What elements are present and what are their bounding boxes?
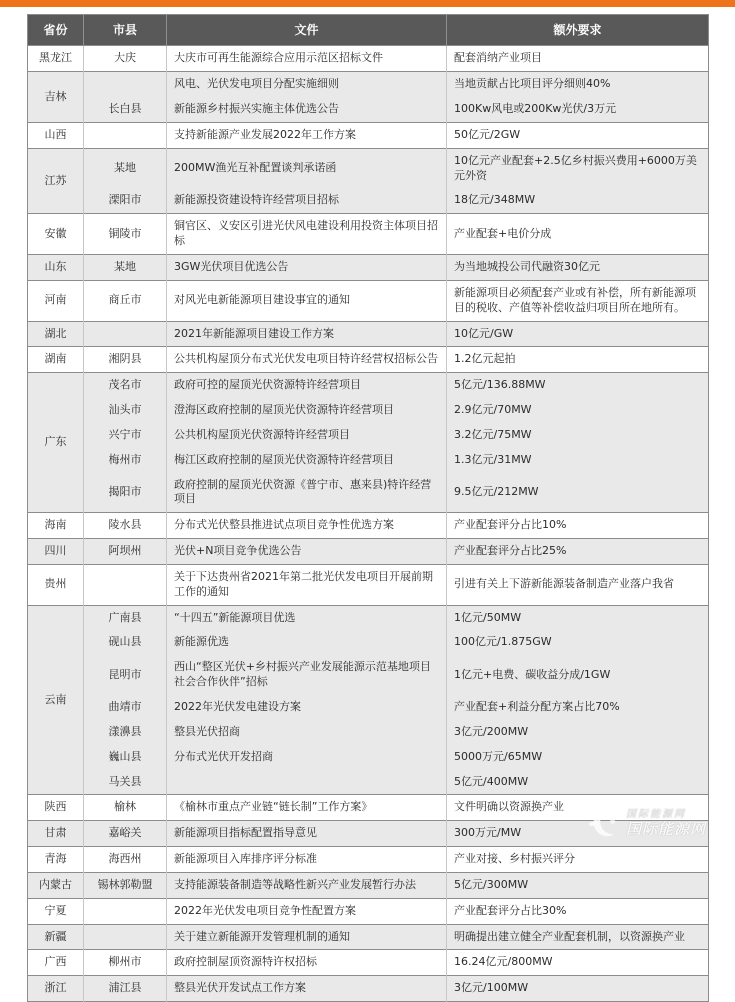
table-row xyxy=(28,373,709,398)
province-cell: 山东 xyxy=(44,259,67,273)
province-group xyxy=(28,46,709,72)
document-cell: 2022年光伏发电建设方案 xyxy=(167,695,447,720)
city-cell: 榆林 xyxy=(84,795,167,821)
extra-requirement-cell: 当地贡献占比项目评分细则40% xyxy=(447,72,709,97)
province-cell: 安徽 xyxy=(44,226,67,240)
city-cell: 漾濞县 xyxy=(84,720,167,745)
extra-requirement-cell: 3亿元/100MW xyxy=(447,976,709,1002)
document-cell: 新能源乡村振兴实施主体优选公告 xyxy=(167,97,447,122)
extra-requirement-cell: 明确提出建立健全产业配套机制，以资源换产业 xyxy=(447,924,709,950)
table-row xyxy=(28,188,709,213)
extra-requirement-cell: 3.2亿元/75MW xyxy=(447,423,709,448)
table-row xyxy=(28,72,709,97)
document-cell xyxy=(167,770,447,795)
province-cell: 内蒙古 xyxy=(39,877,72,891)
city-cell: 巍山县 xyxy=(84,745,167,770)
city-cell: 海西州 xyxy=(84,847,167,873)
extra-requirement-cell: 1.3亿元/31MW xyxy=(447,448,709,473)
city-cell xyxy=(84,924,167,950)
document-cell: 风电、光伏发电项目分配实施细则 xyxy=(167,72,447,97)
province-group xyxy=(28,847,709,873)
province-group xyxy=(28,214,709,255)
province-group xyxy=(28,148,709,214)
city-cell: 汕头市 xyxy=(84,398,167,423)
city-cell xyxy=(84,122,167,148)
document-cell: 新能源项目入库排序评分标准 xyxy=(167,847,447,873)
document-cell: 关于建立新能源开发管理机制的通知 xyxy=(167,924,447,950)
extra-requirement-cell: 产业配套+电价分成 xyxy=(447,214,709,255)
table-row xyxy=(28,148,709,188)
document-cell: 整县光伏招商 xyxy=(167,720,447,745)
province-group xyxy=(28,321,709,347)
extra-requirement-cell: 文件明确以资源换产业 xyxy=(447,795,709,821)
table-row xyxy=(28,539,709,565)
table-row xyxy=(28,950,709,976)
table-row xyxy=(28,423,709,448)
city-cell: 茂名市 xyxy=(84,373,167,398)
extra-requirement-cell: 产业配套评分占比10% xyxy=(447,513,709,539)
extra-requirement-cell: 引进有关上下游新能源装备制造产业落户我省 xyxy=(447,564,709,605)
province-group xyxy=(28,347,709,373)
province-group xyxy=(28,795,709,821)
table-row xyxy=(28,821,709,847)
policy-table xyxy=(27,14,709,1002)
document-cell: 澄海区政府控制的屋顶光伏资源特许经营项目 xyxy=(167,398,447,423)
city-cell: 兴宁市 xyxy=(84,423,167,448)
extra-requirement-cell: 产业对接、乡村振兴评分 xyxy=(447,847,709,873)
table-row xyxy=(28,770,709,795)
province-cell: 广西 xyxy=(44,955,67,969)
table-row xyxy=(28,745,709,770)
province-group xyxy=(28,539,709,565)
table-row xyxy=(28,97,709,122)
city-cell xyxy=(84,321,167,347)
extra-requirement-cell: 产业配套+利益分配方案占比70% xyxy=(447,695,709,720)
city-cell: 马关县 xyxy=(84,770,167,795)
document-cell: 新能源项目指标配置指导意见 xyxy=(167,821,447,847)
header-extra-requirement: 额外要求 xyxy=(447,15,709,46)
table-row xyxy=(28,46,709,72)
document-cell: 政府可控的屋顶光伏资源特许经营项目 xyxy=(167,373,447,398)
document-cell: 3GW光伏项目优选公告 xyxy=(167,254,447,280)
table-row xyxy=(28,976,709,1002)
document-cell: 大庆市可再生能源综合应用示范区招标文件 xyxy=(167,46,447,72)
province-group xyxy=(28,605,709,795)
city-cell: 某地 xyxy=(84,148,167,188)
province-cell: 广东 xyxy=(44,435,67,449)
city-cell: 砚山县 xyxy=(84,630,167,655)
document-cell: 整县光伏开发试点工作方案 xyxy=(167,976,447,1002)
document-cell: “十四五”新能源项目优选 xyxy=(167,605,447,630)
document-cell: 西山“整区光伏+乡村振兴产业发展能源示范基地项目社会合作伙伴”招标 xyxy=(167,655,447,695)
watermark-text-faint: 国际能源网 xyxy=(626,808,686,820)
extra-requirement-cell: 100亿元/1.875GW xyxy=(447,630,709,655)
extra-requirement-cell: 5亿元/300MW xyxy=(447,872,709,898)
province-cell: 江苏 xyxy=(44,173,67,187)
extra-requirement-cell: 100Kw风电或200Kw光伏/3万元 xyxy=(447,97,709,122)
document-cell: 政府控制的屋顶光伏资源《普宁市、惠来县)特许经营项目 xyxy=(167,473,447,513)
province-group xyxy=(28,950,709,976)
province-group xyxy=(28,122,709,148)
extra-requirement-cell: 300万元/MW xyxy=(447,821,709,847)
province-group xyxy=(28,373,709,513)
table-row xyxy=(28,564,709,605)
city-cell: 曲靖市 xyxy=(84,695,167,720)
table-row xyxy=(28,630,709,655)
province-group xyxy=(28,924,709,950)
table-row xyxy=(28,398,709,423)
extra-requirement-cell: 2.9亿元/70MW xyxy=(447,398,709,423)
city-cell: 柳州市 xyxy=(84,950,167,976)
province-cell: 湖南 xyxy=(44,352,67,366)
province-group xyxy=(28,898,709,924)
table-row xyxy=(28,214,709,255)
table-row xyxy=(28,473,709,513)
document-cell: 新能源投资建设特许经营项目招标 xyxy=(167,188,447,213)
header-city: 市县 xyxy=(84,15,167,46)
city-cell: 长白县 xyxy=(84,97,167,122)
province-cell: 山西 xyxy=(44,127,67,141)
city-cell: 梅州市 xyxy=(84,448,167,473)
province-cell: 云南 xyxy=(44,692,67,706)
document-cell: 光伏+N项目竞争优选公告 xyxy=(167,539,447,565)
city-cell: 商丘市 xyxy=(84,280,167,321)
top-accent-bar xyxy=(0,0,735,7)
table-row xyxy=(28,872,709,898)
table-row xyxy=(28,720,709,745)
city-cell: 昆明市 xyxy=(84,655,167,695)
province-group xyxy=(28,280,709,321)
city-cell: 大庆 xyxy=(84,46,167,72)
city-cell: 广南县 xyxy=(84,605,167,630)
document-cell: 2021年新能源项目建设工作方案 xyxy=(167,321,447,347)
watermark-text-main: 国际能源网 xyxy=(626,819,707,838)
province-group xyxy=(28,821,709,847)
document-cell: 支持新能源产业发展2022年工作方案 xyxy=(167,122,447,148)
table-row xyxy=(28,605,709,630)
extra-requirement-cell: 3亿元/200MW xyxy=(447,720,709,745)
document-cell: 对风光电新能源项目建设事宜的通知 xyxy=(167,280,447,321)
city-cell: 铜陵市 xyxy=(84,214,167,255)
province-cell: 四川 xyxy=(44,544,67,558)
table-row xyxy=(28,321,709,347)
city-cell: 揭阳市 xyxy=(84,473,167,513)
table-row xyxy=(28,924,709,950)
extra-requirement-cell: 产业配套评分占比30% xyxy=(447,898,709,924)
table-row xyxy=(28,898,709,924)
province-cell: 海南 xyxy=(44,518,67,532)
city-cell: 嘉峪关 xyxy=(84,821,167,847)
extra-requirement-cell: 配套消纳产业项目 xyxy=(447,46,709,72)
header-province: 省份 xyxy=(28,15,84,46)
document-cell: 公共机构屋顶光伏资源特许经营项目 xyxy=(167,423,447,448)
province-group xyxy=(28,564,709,605)
document-cell: 分布式光伏整县推进试点项目竞争性优选方案 xyxy=(167,513,447,539)
document-cell: 《榆林市重点产业链“链长制”工作方案》 xyxy=(167,795,447,821)
document-cell: 铜官区、义安区引进光伏风电建设利用投资主体项目招标 xyxy=(167,214,447,255)
extra-requirement-cell: 1亿元+电费、碳收益分成/1GW xyxy=(447,655,709,695)
extra-requirement-cell: 9.5亿元/212MW xyxy=(447,473,709,513)
document-cell: 政府控制屋顶资源特许权招标 xyxy=(167,950,447,976)
document-cell: 2022年光伏发电项目竞争性配置方案 xyxy=(167,898,447,924)
province-group xyxy=(28,254,709,280)
city-cell: 阿坝州 xyxy=(84,539,167,565)
extra-requirement-cell: 为当地城投公司代融资30亿元 xyxy=(447,254,709,280)
city-cell xyxy=(84,898,167,924)
table-row xyxy=(28,655,709,695)
province-cell: 黑龙江 xyxy=(39,51,72,65)
province-cell: 陕西 xyxy=(44,800,67,814)
extra-requirement-cell: 50亿元/2GW xyxy=(447,122,709,148)
table-header xyxy=(28,15,709,46)
province-cell: 吉林 xyxy=(44,89,67,103)
extra-requirement-cell: 5亿元/400MW xyxy=(447,770,709,795)
document-cell: 分布式光伏开发招商 xyxy=(167,745,447,770)
city-cell: 陵水县 xyxy=(84,513,167,539)
document-cell: 支持能源装备制造等战略性新兴产业发展暂行办法 xyxy=(167,872,447,898)
province-group xyxy=(28,976,709,1002)
extra-requirement-cell: 1亿元/50MW xyxy=(447,605,709,630)
province-cell: 河南 xyxy=(44,293,67,307)
city-cell xyxy=(84,72,167,97)
city-cell: 湘阴县 xyxy=(84,347,167,373)
document-cell: 梅江区政府控制的屋顶光伏资源特许经营项目 xyxy=(167,448,447,473)
extra-requirement-cell: 5亿元/136.88MW xyxy=(447,373,709,398)
province-group xyxy=(28,872,709,898)
extra-requirement-cell: 5000万元/65MW xyxy=(447,745,709,770)
province-cell: 湖北 xyxy=(44,326,67,340)
extra-requirement-cell: 10亿元产业配套+2.5亿乡村振兴费用+6000万美元外资 xyxy=(447,148,709,188)
province-group xyxy=(28,72,709,123)
city-cell xyxy=(84,564,167,605)
table-row xyxy=(28,280,709,321)
province-cell: 新疆 xyxy=(44,929,67,943)
header-document: 文件 xyxy=(167,15,447,46)
document-cell: 公共机构屋顶分布式光伏发电项目特许经营权招标公告 xyxy=(167,347,447,373)
table-row xyxy=(28,448,709,473)
province-cell: 宁夏 xyxy=(44,903,67,917)
extra-requirement-cell: 1.2亿元起拍 xyxy=(447,347,709,373)
province-cell: 青海 xyxy=(44,852,67,866)
province-cell: 甘肃 xyxy=(44,826,67,840)
table-row xyxy=(28,122,709,148)
extra-requirement-cell: 10亿元/GW xyxy=(447,321,709,347)
extra-requirement-cell: 新能源项目必须配套产业或有补偿，所有新能源项目的税收、产值等补偿收益归项目所在地所有。 xyxy=(447,280,709,321)
document-cell: 关于下达贵州省2021年第二批光伏发电项目开展前期工作的通知 xyxy=(167,564,447,605)
table-row xyxy=(28,847,709,873)
table-row xyxy=(28,347,709,373)
province-cell: 浙江 xyxy=(44,981,67,995)
city-cell: 浦江县 xyxy=(84,976,167,1002)
document-cell: 新能源优选 xyxy=(167,630,447,655)
header-row xyxy=(28,15,709,46)
table-row xyxy=(28,795,709,821)
city-cell: 溧阳市 xyxy=(84,188,167,213)
table-row xyxy=(28,695,709,720)
city-cell: 某地 xyxy=(84,254,167,280)
province-group xyxy=(28,513,709,539)
table-row xyxy=(28,254,709,280)
extra-requirement-cell: 16.24亿元/800MW xyxy=(447,950,709,976)
extra-requirement-cell: 18亿元/348MW xyxy=(447,188,709,213)
document-cell: 200MW渔光互补配置谈判承诺函 xyxy=(167,148,447,188)
extra-requirement-cell: 产业配套评分占比25% xyxy=(447,539,709,565)
province-cell: 贵州 xyxy=(44,577,67,591)
table-row xyxy=(28,513,709,539)
city-cell: 锡林郭勒盟 xyxy=(84,872,167,898)
